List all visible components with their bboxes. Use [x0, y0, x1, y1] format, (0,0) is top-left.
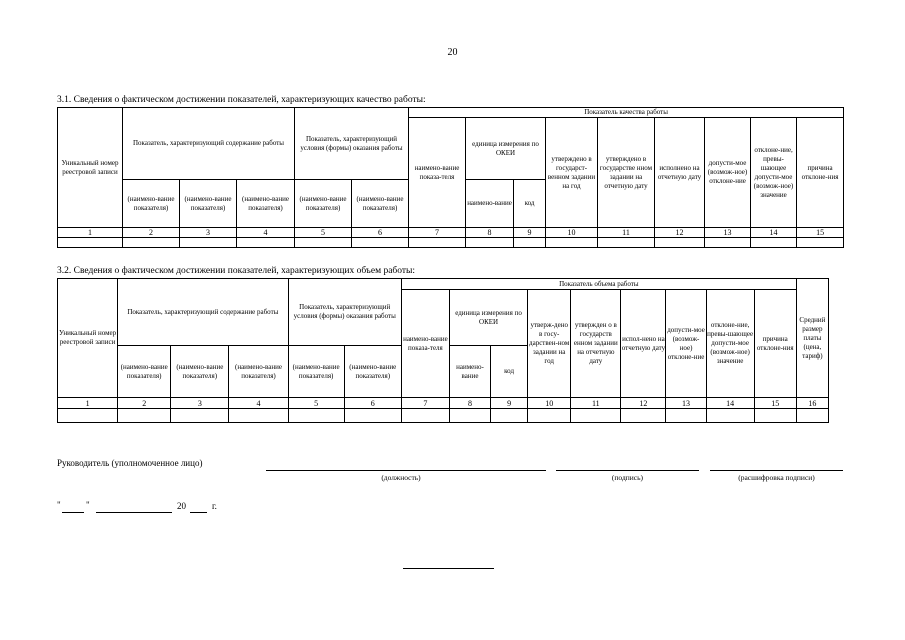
decode-caption: (расшифровка подписи)	[738, 473, 815, 482]
table-cell[interactable]	[449, 409, 490, 423]
column-numbers-row	[58, 228, 844, 238]
sub-indicator-name: (наимено-вание показателя)	[344, 346, 401, 398]
date-year-prefix: 20	[177, 501, 186, 511]
table-cell[interactable]	[598, 238, 655, 248]
table-cell[interactable]	[409, 238, 466, 248]
column-number: 4	[229, 398, 288, 409]
column-number: 14	[751, 228, 797, 238]
sub-indicator-name: (наимено-вание показателя)	[180, 180, 237, 228]
column-number: 8	[466, 228, 514, 238]
column-number: 4	[237, 228, 295, 238]
header-allowed-deviation: допусти-мое (возмож-ное) отклоне-ние	[666, 290, 706, 398]
table-cell[interactable]	[180, 238, 237, 248]
column-number: 6	[352, 228, 409, 238]
date-day-line[interactable]	[62, 512, 84, 513]
sub-indicator-name: (наимено-вание показателя)	[171, 346, 229, 398]
header-indicator-name: наимено-вание показа-теля	[401, 290, 449, 398]
column-number: 1	[58, 228, 123, 238]
column-number: 9	[491, 398, 528, 409]
table-cell[interactable]	[401, 409, 449, 423]
table-cell[interactable]	[58, 238, 123, 248]
column-number: 14	[706, 398, 754, 409]
table-cell[interactable]	[655, 238, 705, 248]
position-caption: (должность)	[381, 473, 421, 482]
table-cell[interactable]	[796, 409, 828, 423]
column-number: 11	[598, 228, 655, 238]
column-number: 3	[171, 398, 229, 409]
sub-indicator-name: (наимено-вание показателя)	[352, 180, 409, 228]
sub-indicator-name: (наимено-вание показателя)	[123, 180, 180, 228]
date-month-line[interactable]	[96, 512, 172, 513]
header-allowed-deviation: допусти-мое (возмож-ное) отклоне-ние	[705, 118, 751, 228]
header-deviation-reason: причина отклоне-ния	[754, 290, 796, 398]
sub-indicator-name: (наимено-вание показателя)	[237, 180, 295, 228]
table-cell[interactable]	[288, 409, 344, 423]
table-cell[interactable]	[546, 238, 598, 248]
column-number: 6	[344, 398, 401, 409]
signature-label: Руководитель (уполномоченное лицо)	[57, 458, 203, 468]
column-number: 13	[666, 398, 706, 409]
signature-line[interactable]	[556, 470, 699, 471]
table-cell[interactable]	[237, 238, 295, 248]
column-number: 5	[288, 398, 344, 409]
table-cell[interactable]	[491, 409, 528, 423]
table-cell[interactable]	[123, 238, 180, 248]
header-volume-group: Показатель объема работы	[401, 279, 796, 290]
table-cell[interactable]	[352, 238, 409, 248]
header-unique-number: Уникальный номер реестровой записи	[58, 108, 123, 228]
column-number: 10	[546, 228, 598, 238]
header-approved-date: утвержден о в государств енном задании на отчетную дату	[571, 290, 621, 398]
header-conditions-indicator: Показатель, характеризующий условия (формы) оказания работы	[295, 108, 409, 180]
header-average-fee: Средний размер платы (цена, тариф)	[796, 279, 828, 398]
table-cell[interactable]	[528, 409, 571, 423]
sub-indicator-name: (наимено-вание показателя)	[288, 346, 344, 398]
header-unit-code: код	[491, 346, 528, 398]
table-cell[interactable]	[751, 238, 797, 248]
volume-table	[57, 278, 829, 423]
column-number: 1	[58, 398, 118, 409]
date-year-line[interactable]	[190, 512, 207, 513]
table-cell[interactable]	[754, 409, 796, 423]
column-number: 10	[528, 398, 571, 409]
table-cell[interactable]	[705, 238, 751, 248]
table-cell[interactable]	[344, 409, 401, 423]
position-line[interactable]	[266, 470, 546, 471]
sub-indicator-name: (наимено-вание показателя)	[229, 346, 288, 398]
section2-title: 3.2. Сведения о фактическом достижении показателей, характеризующих объем работы:	[57, 266, 416, 276]
column-number: 15	[797, 228, 844, 238]
table-cell[interactable]	[706, 409, 754, 423]
header-unit-okei: единица измерения по ОКЕИ	[466, 118, 546, 180]
header-quality-group: Показатель качества работы	[409, 108, 844, 118]
table-cell[interactable]	[171, 409, 229, 423]
table-row	[58, 409, 829, 423]
column-number: 12	[655, 228, 705, 238]
header-unit-name: наимено-вание	[466, 180, 514, 228]
decode-line[interactable]	[710, 470, 843, 471]
header-executed: испол-нено на отчетную дату	[621, 290, 666, 398]
section1-title: 3.1. Сведения о фактическом достижении показателей, характеризующих качество работы:	[57, 95, 426, 105]
header-unit-name: наимено-вание	[449, 346, 490, 398]
table-cell[interactable]	[118, 409, 171, 423]
column-number: 15	[754, 398, 796, 409]
signature-caption: (подпись)	[611, 473, 644, 482]
header-content-indicator: Показатель, характеризующий содержание работы	[123, 108, 295, 180]
column-number: 2	[123, 228, 180, 238]
column-number: 7	[401, 398, 449, 409]
column-numbers-row	[58, 398, 829, 409]
column-number: 2	[118, 398, 171, 409]
column-number: 7	[409, 228, 466, 238]
column-number: 3	[180, 228, 237, 238]
header-unit-code: код	[514, 180, 546, 228]
header-exceeding-deviation: отклоне-ние, превы-шающее допусти-мое (возмож-ное) значение	[706, 290, 754, 398]
sub-indicator-name: (наимено-вание показателя)	[295, 180, 352, 228]
sub-indicator-name: (наимено-вание показателя)	[118, 346, 171, 398]
table-cell[interactable]	[797, 238, 844, 248]
date-quote-open: "	[57, 500, 61, 510]
header-unit-okei: единица измерения по ОКЕИ	[449, 290, 527, 346]
column-number: 13	[705, 228, 751, 238]
table-cell[interactable]	[514, 238, 546, 248]
table-cell[interactable]	[666, 409, 706, 423]
date-year-suffix: г.	[212, 501, 217, 511]
table-cell[interactable]	[571, 409, 621, 423]
column-number: 8	[449, 398, 490, 409]
table-cell[interactable]	[58, 409, 118, 423]
footnote-separator	[403, 568, 494, 569]
date-quote-close: "	[86, 500, 90, 510]
header-approved-year: утверждено в государст-венном задании на год	[546, 118, 598, 228]
header-conditions-indicator: Показатель, характеризующий условия (формы) оказания работы	[288, 279, 401, 346]
column-number: 16	[796, 398, 828, 409]
header-indicator-name: наимено-вание показа-теля	[409, 118, 466, 228]
header-unique-number: Уникальный номер реестровой записи	[58, 279, 118, 398]
table-cell[interactable]	[229, 409, 288, 423]
header-approved-date: утверждено в государстве нном задании на отчетную дату	[598, 118, 655, 228]
header-exceeding-deviation: отклоне-ние, превы-шающее допусти-мое (возмож-ное) значение	[751, 118, 797, 228]
header-approved-year: утверж-дено в госу-дарствен-ном задании на год	[528, 290, 571, 398]
column-number: 9	[514, 228, 546, 238]
header-content-indicator: Показатель, характеризующий содержание работы	[118, 279, 288, 346]
page-number: 20	[447, 47, 458, 58]
header-executed: исполнено на отчетную дату	[655, 118, 705, 228]
column-number: 12	[621, 398, 666, 409]
column-number: 5	[295, 228, 352, 238]
table-row	[58, 238, 844, 248]
table-cell[interactable]	[466, 238, 514, 248]
table-cell[interactable]	[621, 409, 666, 423]
quality-table	[57, 107, 844, 248]
table-cell[interactable]	[295, 238, 352, 248]
header-deviation-reason: причина отклоне-ния	[797, 118, 844, 228]
column-number: 11	[571, 398, 621, 409]
